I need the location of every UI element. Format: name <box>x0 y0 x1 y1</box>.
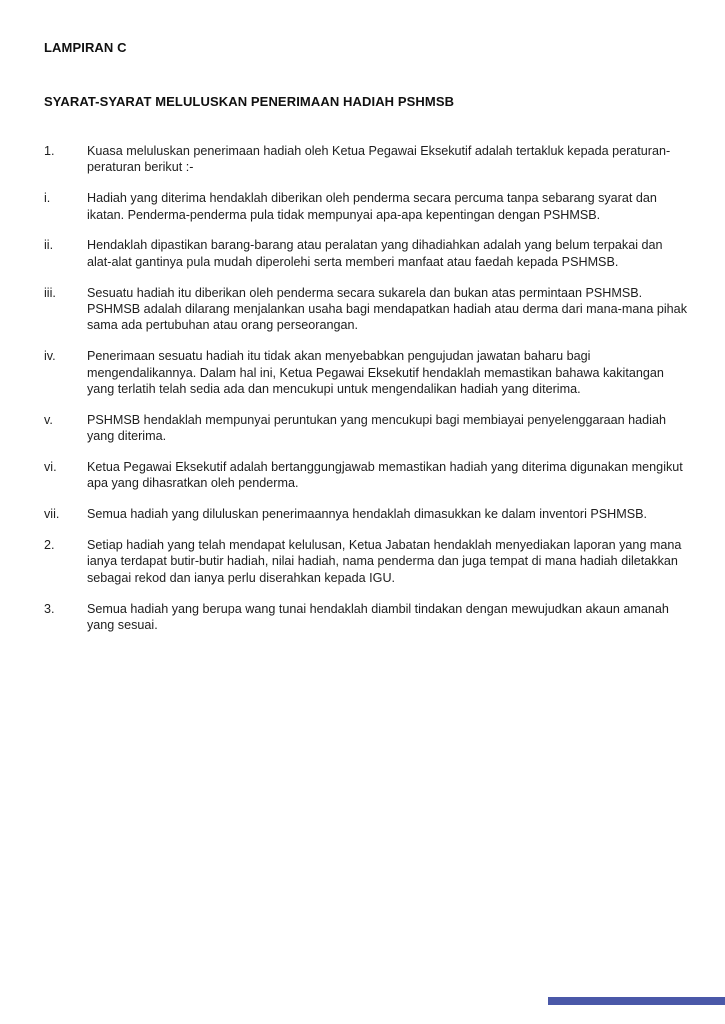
item-text: Setiap hadiah yang telah mendapat kelulusan, Ketua Jabatan hendaklah menyediakan laporan yang mana ianya terdapat butir-butir hadiah, nilai hadiah, nama penderma dan juga tempat di mana hadiah diletakkan sebagai rekod dan ianya perlu diserahkan kepada IGU. <box>87 538 682 585</box>
item-number: iv. <box>44 349 56 364</box>
list-item <box>44 237 694 270</box>
item-text: Hendaklah dipastikan barang-barang atau peralatan yang dihadiahkan adalah yang belum terpakai dan alat-alat gantinya pula mudah diperolehi serta memberi manfaat atau faedah kepada PSHMSB. <box>87 238 663 269</box>
list-item <box>44 190 694 223</box>
item-list <box>44 143 694 648</box>
item-text: Semua hadiah yang berupa wang tunai hendaklah diambil tindakan dengan mewujudkan akaun amanah yang sesuai. <box>87 601 669 633</box>
item-number: vi. <box>44 460 57 475</box>
list-item <box>44 601 694 634</box>
list-item <box>44 143 694 176</box>
item-text: Hadiah yang diterima hendaklah diberikan oleh penderma secara percuma tanpa sebarang syarat dan ikatan. Penderma-penderma pula tidak mempunyai apa-apa kepentingan dengan PSHMSB. <box>87 191 657 222</box>
item-number: 2. <box>44 538 55 553</box>
item-text: Kuasa meluluskan penerimaan hadiah oleh Ketua Pegawai Eksekutif adalah tertakluk kepada peraturan-peraturan berikut :- <box>87 144 671 175</box>
item-text: Semua hadiah yang diluluskan penerimaannya hendaklah dimasukkan ke dalam inventori PSHMSB. <box>87 507 648 522</box>
item-number: 1. <box>44 144 55 158</box>
list-item <box>44 537 694 586</box>
item-text: Penerimaan sesuatu hadiah itu tidak akan menyebabkan pengujudan jawatan baharu bagi mengendalikannya. Dalam hal ini, Ketua Pegawai Eksekutif hendaklah memastikan bahawa kakitangan yang terlatih telah sedia ada dan mencukupi untuk mengendalikan hadiah yang diterima. <box>87 349 664 397</box>
list-item <box>44 348 694 397</box>
item-text: Sesuatu hadiah itu diberikan oleh penderma secara sukarela dan bukan atas permintaan PSHMSB. PSHMSB adalah dilarang menjalankan usaha bagi mendapatkan hadiah atau derma dari mana-mana pihak sama ada pertubuhan atau orang perseorangan. <box>87 285 687 333</box>
list-item <box>44 506 694 522</box>
item-number: v. <box>44 412 53 427</box>
list-item <box>44 412 694 445</box>
item-number: i. <box>44 191 51 206</box>
item-text: Ketua Pegawai Eksekutif adalah bertanggungjawab memastikan hadiah yang diterima digunakan mengikut apa yang dihasratkan oleh penderma. <box>87 460 683 491</box>
item-text: PSHMSB hendaklah mempunyai peruntukan yang mencukupi bagi membiayai penyelenggaraan hadiah yang diterima. <box>87 412 666 444</box>
footer-accent-bar <box>548 997 725 1005</box>
list-item <box>44 459 694 492</box>
appendix-label: LAMPIRAN C <box>44 40 127 55</box>
document-title: SYARAT-SYARAT MELULUSKAN PENERIMAAN HADIAH PSHMSB <box>44 94 455 109</box>
item-number: 3. <box>44 601 55 616</box>
list-item <box>44 285 694 334</box>
item-number: iii. <box>44 285 56 300</box>
item-number: vii. <box>44 507 60 522</box>
item-number: ii. <box>44 238 54 253</box>
